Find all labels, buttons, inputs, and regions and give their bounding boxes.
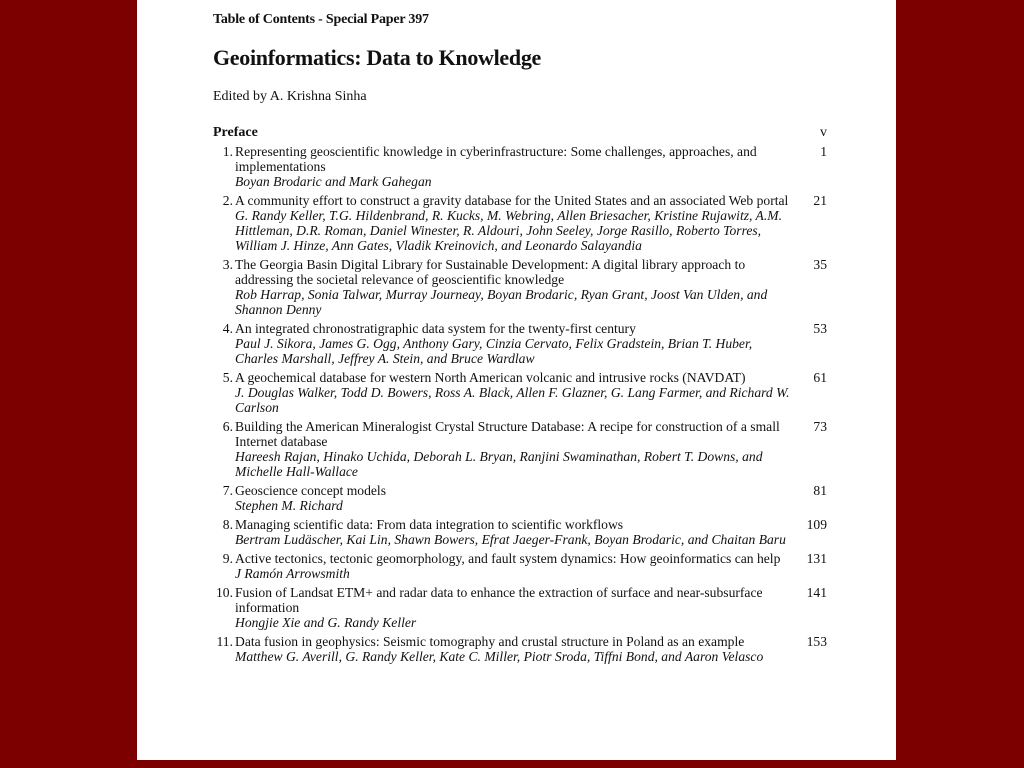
- toc-entry-7: [213, 483, 827, 513]
- entry-title: An integrated chronostratigraphic data system for the twenty-first century: [235, 321, 636, 336]
- entry-page: 61: [813, 370, 827, 385]
- entry-authors: Paul J. Sikora, James G. Ogg, Anthony Gary, Cinzia Cervato, Felix Gradstein, Brian T. Huber, Charles Marshall, Jeffrey A. Stein, and Bruce Wardlaw: [235, 336, 753, 366]
- entry-page: 109: [806, 517, 827, 532]
- toc-entry-1: [213, 144, 827, 189]
- entry-title: Active tectonics, tectonic geomorphology, and fault system dynamics: How geoinformatics can help: [235, 551, 781, 566]
- entry-authors: Rob Harrap, Sonia Talwar, Murray Journeay, Boyan Brodaric, Ryan Grant, Joost Van Ulden, and Shannon Denny: [235, 287, 768, 317]
- entry-page: 153: [806, 634, 827, 649]
- book-title: Geoinformatics: Data to Knowledge: [213, 45, 541, 70]
- entry-number: 1.: [222, 144, 233, 159]
- entry-authors: J Ramón Arrowsmith: [235, 566, 350, 581]
- toc-entry-10: [213, 585, 827, 630]
- entry-authors: G. Randy Keller, T.G. Hildenbrand, R. Kucks, M. Webring, Allen Briesacher, Kristine Rujawitz, A.M. Hittleman, D.R. Roman, Daniel Winester, R. Aldouri, John Seeley, Jorge Rasillo, Roberto Torres, William J. Hinze, Ann Gates, Vladik Kreinovich, and Leonardo Salayandia: [235, 208, 782, 253]
- entry-title: Managing scientific data: From data integration to scientific workflows: [235, 517, 624, 532]
- entry-authors: Bertram Ludäscher, Kai Lin, Shawn Bowers, Efrat Jaeger-Frank, Boyan Brodaric, and Chaitan Baru: [235, 532, 786, 547]
- editor-line: Edited by A. Krishna Sinha: [213, 89, 367, 104]
- entry-number: 6.: [222, 419, 233, 434]
- toc-entry-11: [213, 634, 827, 664]
- entry-page: 1: [820, 144, 827, 159]
- entry-authors: Hareesh Rajan, Hinako Uchida, Deborah L. Bryan, Ranjini Swaminathan, Robert T. Downs, and Michelle Hall-Wallace: [235, 449, 763, 479]
- entry-page: 35: [813, 257, 827, 272]
- entry-title: Geoscience concept models: [235, 483, 386, 498]
- entry-number: 2.: [222, 193, 233, 208]
- entry-authors: Matthew G. Averill, G. Randy Keller, Kate C. Miller, Piotr Sroda, Tiffni Bond, and Aaron Velasco: [235, 649, 764, 664]
- toc-entry-3: [213, 257, 827, 317]
- entry-title: Representing geoscientific knowledge in cyberinfrastructure: Some challenges, approaches, and implementations: [235, 144, 757, 174]
- document-page: [137, 0, 896, 760]
- toc-entry-5: [213, 370, 827, 415]
- toc-entries: [213, 144, 827, 668]
- entry-number: 5.: [222, 370, 233, 385]
- toc-entry-4: [213, 321, 827, 366]
- entry-number: 10.: [216, 585, 233, 600]
- entry-title: A geochemical database for western North American volcanic and intrusive rocks (NAVDAT): [235, 370, 746, 385]
- entry-title: Data fusion in geophysics: Seismic tomography and crustal structure in Poland as an example: [235, 634, 745, 649]
- entry-number: 3.: [222, 257, 233, 272]
- entry-title: Building the American Mineralogist Crystal Structure Database: A recipe for construction of a small Internet database: [235, 419, 780, 449]
- toc-entry-9: [213, 551, 827, 581]
- preface-label: Preface: [213, 125, 258, 140]
- entry-authors: J. Douglas Walker, Todd D. Bowers, Ross A. Black, Allen F. Glazner, G. Lang Farmer, and Richard W. Carlson: [235, 385, 790, 415]
- entry-authors: Boyan Brodaric and Mark Gahegan: [235, 174, 432, 189]
- entry-authors: Hongjie Xie and G. Randy Keller: [235, 615, 417, 630]
- preface-row: [213, 125, 827, 141]
- toc-entry-8: [213, 517, 827, 547]
- entry-title: The Georgia Basin Digital Library for Sustainable Development: A digital library approach to addressing the societal relevance of geoscientific knowledge: [235, 257, 746, 287]
- toc-entry-6: [213, 419, 827, 479]
- entry-page: 131: [806, 551, 827, 566]
- entry-number: 4.: [222, 321, 233, 336]
- entry-number: 9.: [222, 551, 233, 566]
- entry-authors: Stephen M. Richard: [235, 498, 343, 513]
- toc-header: Table of Contents - Special Paper 397: [213, 12, 429, 27]
- preface-page: v: [820, 125, 827, 140]
- entry-page: 21: [813, 193, 827, 208]
- entry-title: Fusion of Landsat ETM+ and radar data to enhance the extraction of surface and near-subsurface information: [235, 585, 763, 615]
- entry-page: 141: [806, 585, 827, 600]
- entry-page: 81: [813, 483, 827, 498]
- entry-number: 11.: [216, 634, 233, 649]
- entry-page: 73: [813, 419, 827, 434]
- entry-number: 7.: [222, 483, 233, 498]
- entry-page: 53: [813, 321, 827, 336]
- entry-number: 8.: [222, 517, 233, 532]
- toc-entry-2: [213, 193, 827, 253]
- entry-title: A community effort to construct a gravity database for the United States and an associated Web portal: [235, 193, 789, 208]
